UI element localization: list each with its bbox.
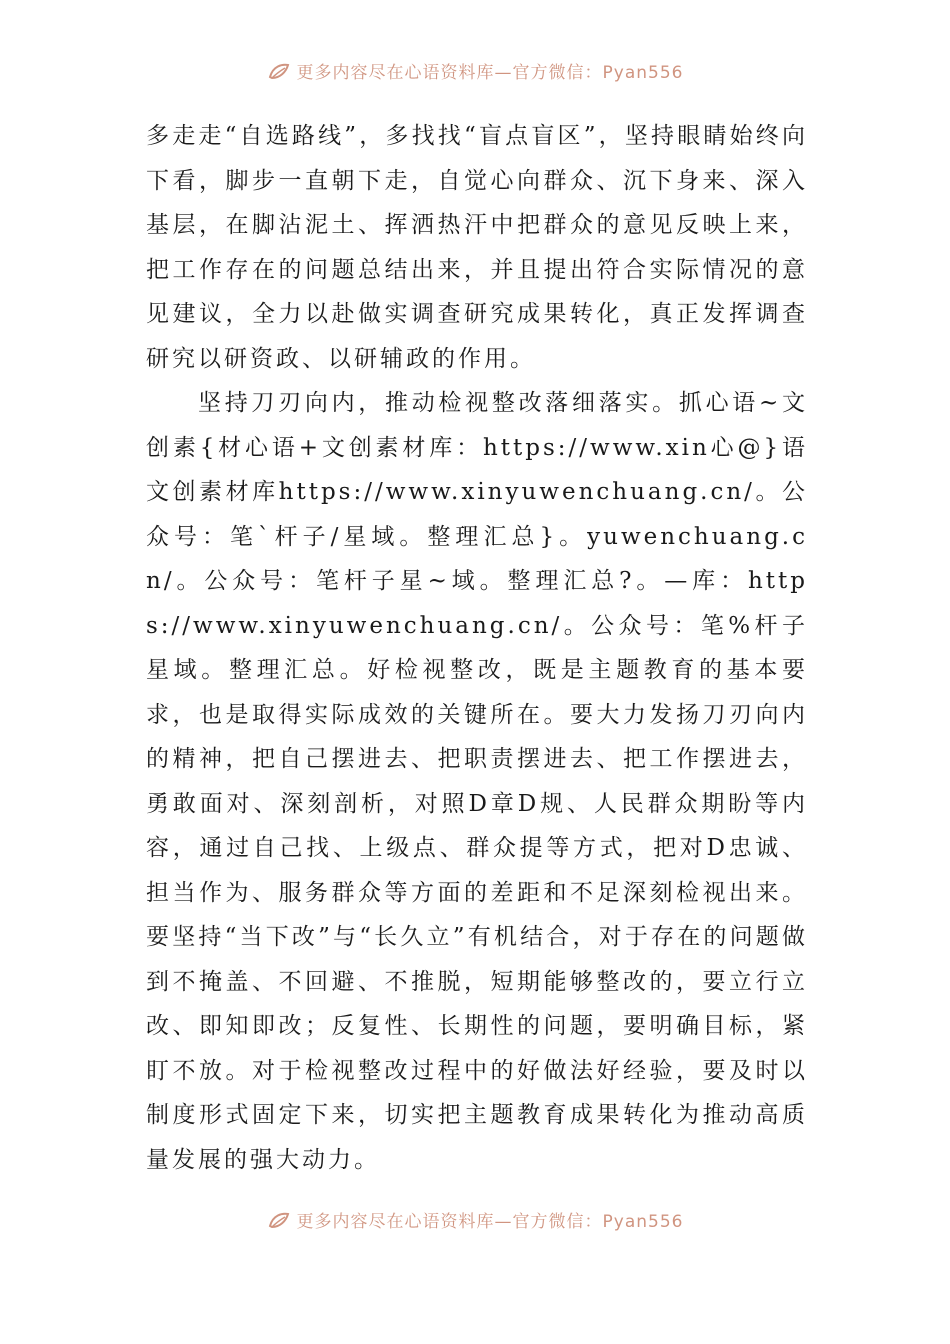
footer-watermark xyxy=(0,1207,950,1232)
paragraph-1: 多走走“自选路线”，多找找“盲点盲区”，坚持眼睛始终向下看，脚步一直朝下走，自觉心向群众、沉下身来、深入基层，在脚沾泥土、挥洒热汗中把群众的意见反映上来，把工作存在的问题总结出来，并且提出符合实际情况的意见建议，全力以赴做实调查研究成果转化，真正发挥调查研究以研资政、以研辅政的作用。 xyxy=(146,123,808,372)
header-watermark xyxy=(0,58,950,83)
header-watermark-text: 更多内容尽在心语资料库—官方微信：Pyan556 xyxy=(296,63,684,83)
footer-watermark-text: 更多内容尽在心语资料库—官方微信：Pyan556 xyxy=(296,1212,684,1232)
document-body xyxy=(146,114,808,1182)
leaf-logo-icon xyxy=(267,62,291,82)
leaf-logo-icon xyxy=(267,1211,291,1231)
paragraph-2: 坚持刀刃向内，推动检视整改落细落实。抓心语~文创素{材心语+文创素材库：https://www.xin心@}语文创素材库https://www.xinyuwenchuang.cn/。公众号：笔`杆子/星域。整理汇总}。yuwenchuang.cn/。公众号：笔杆子星~域。整理汇总?。—库：https://www.xinyuwenchuang.cn/。公众号：笔%杆子星域。整理汇总。好检视整改，既是主题教育的基本要求，也是取得实际成效的关键所在。要大力发扬刀刃向内的精神，把自己摆进去、把职责摆进去、把工作摆进去，勇敢面对、深刻剖析，对照D章D规、人民群众期盼等内容，通过自己找、上级点、群众提等方式，把对D忠诚、担当作为、服务群众等方面的差距和不足深刻检视出来。要坚持“当下改”与“长久立”有机结合，对于存在的问题做到不掩盖、不回避、不推脱，短期能够整改的，要立行立改、即知即改；反复性、长期性的问题，要明确目标，紧盯不放。对于检视整改过程中的好做法好经验，要及时以制度形式固定下来，切实把主题教育成果转化为推动高质量发展的强大动力。 xyxy=(146,390,808,1173)
